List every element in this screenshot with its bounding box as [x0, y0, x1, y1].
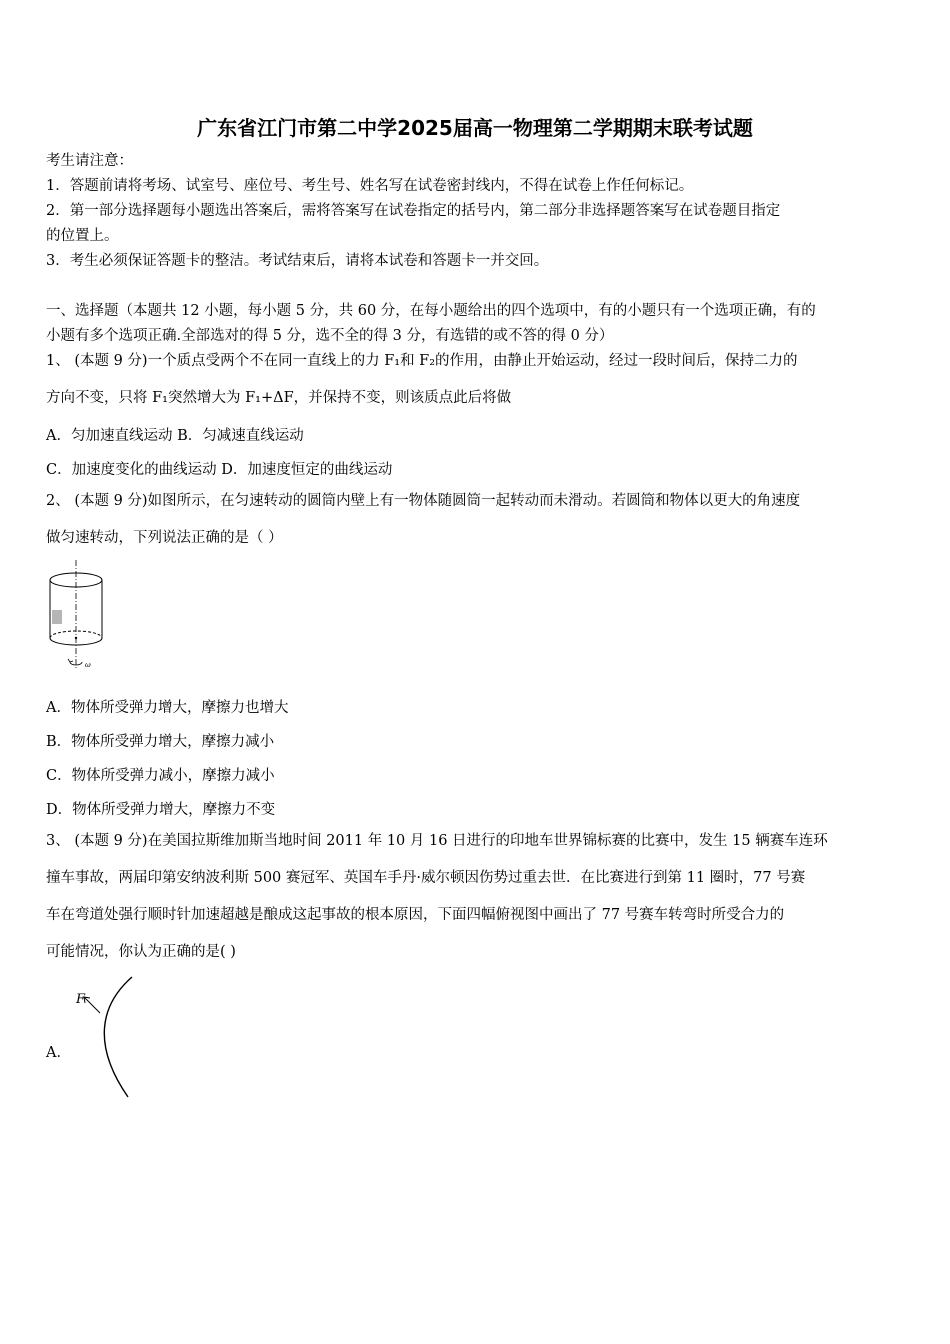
q3-stem-line-3: 车在弯道处强行顺时针加速超越是酿成这起事故的根本原因，下面四幅俯视图中画出了 77 号赛车转弯时所受合力的 [46, 907, 785, 923]
q1-options-ab: A．匀加速直线运动 B．匀减速直线运动 [46, 428, 304, 444]
notice-item-2: 2．第一部分选择题每小题选出答案后，需将答案写在试卷指定的括号内，第二部分非选择题答案写在试卷题目指定 [46, 203, 781, 219]
q3-option-a-label: A． [46, 1045, 71, 1061]
omega-label: ω [85, 661, 91, 669]
q1-options-cd: C．加速度变化的曲线运动 D．加速度恒定的曲线运动 [46, 462, 393, 478]
notice-item-2-cont: 的位置上。 [46, 228, 119, 244]
q2-option-d: D．物体所受弹力增大，摩擦力不变 [46, 802, 276, 818]
q3-stem-line-4: 可能情况，你认为正确的是( ) [46, 944, 236, 960]
q1-stem-line-1: 1、 (本题 9 分)一个质点受两个不在同一直线上的力 F₁和 F₂的作用，由静止开始运动，经过一段时间后，保持二力的 [46, 353, 798, 369]
page-title: 广东省江门市第二中学2025届高一物理第二学期期末联考试题 [197, 116, 753, 140]
notice-heading: 考生请注意： [46, 153, 133, 169]
rotating-cylinder-figure [44, 558, 114, 678]
q2-option-c: C．物体所受弹力减小，摩擦力减小 [46, 768, 275, 784]
q1-stem-line-2: 方向不变，只将 F₁突然增大为 F₁+ΔF，并保持不变，则该质点此后将做 [46, 390, 512, 406]
q2-option-b: B．物体所受弹力增大，摩擦力减小 [46, 734, 275, 750]
q3-stem-line-2: 撞车事故，两届印第安纳波利斯 500 赛冠军、英国车手丹·威尔顿因伤势过重去世．在比赛进行到第 11 圈时，77 号赛 [46, 870, 806, 886]
block-on-wall [52, 610, 62, 624]
q3-stem-line-1: 3、 (本题 9 分)在美国拉斯维加斯当地时间 2011 年 10 月 16 日进行的印地车世界锦标赛的比赛中，发生 15 辆赛车连环 [46, 833, 828, 849]
section-instructions-line-1: 一、选择题（本题共 12 小题，每小题 5 分，共 60 分，在每小题给出的四个选项中，有的小题只有一个选项正确，有的 [46, 303, 816, 319]
q2-stem-line-2: 做匀速转动，下列说法正确的是（ ） [46, 530, 283, 546]
notice-item-3: 3．考生必须保证答题卡的整洁。考试结束后，请将本试卷和答题卡一并交回。 [46, 253, 549, 269]
q2-option-a: A．物体所受弹力增大，摩擦力也增大 [46, 700, 289, 716]
race-car-force-figure-a [70, 975, 150, 1103]
notice-item-1: 1．答题前请将考场、试室号、座位号、考生号、姓名写在试卷密封线内，不得在试卷上作任何标记。 [46, 178, 694, 194]
force-label: F [76, 992, 86, 1007]
section-instructions-line-2: 小题有多个选项正确.全部选对的得 5 分，选不全的得 3 分，有选错的或不答的得 0 分） [46, 328, 614, 344]
q2-stem-line-1: 2、 (本题 9 分)如图所示，在匀速转动的圆筒内壁上有一物体随圆筒一起转动而未滑动。若圆筒和物体以更大的角速度 [46, 493, 801, 509]
